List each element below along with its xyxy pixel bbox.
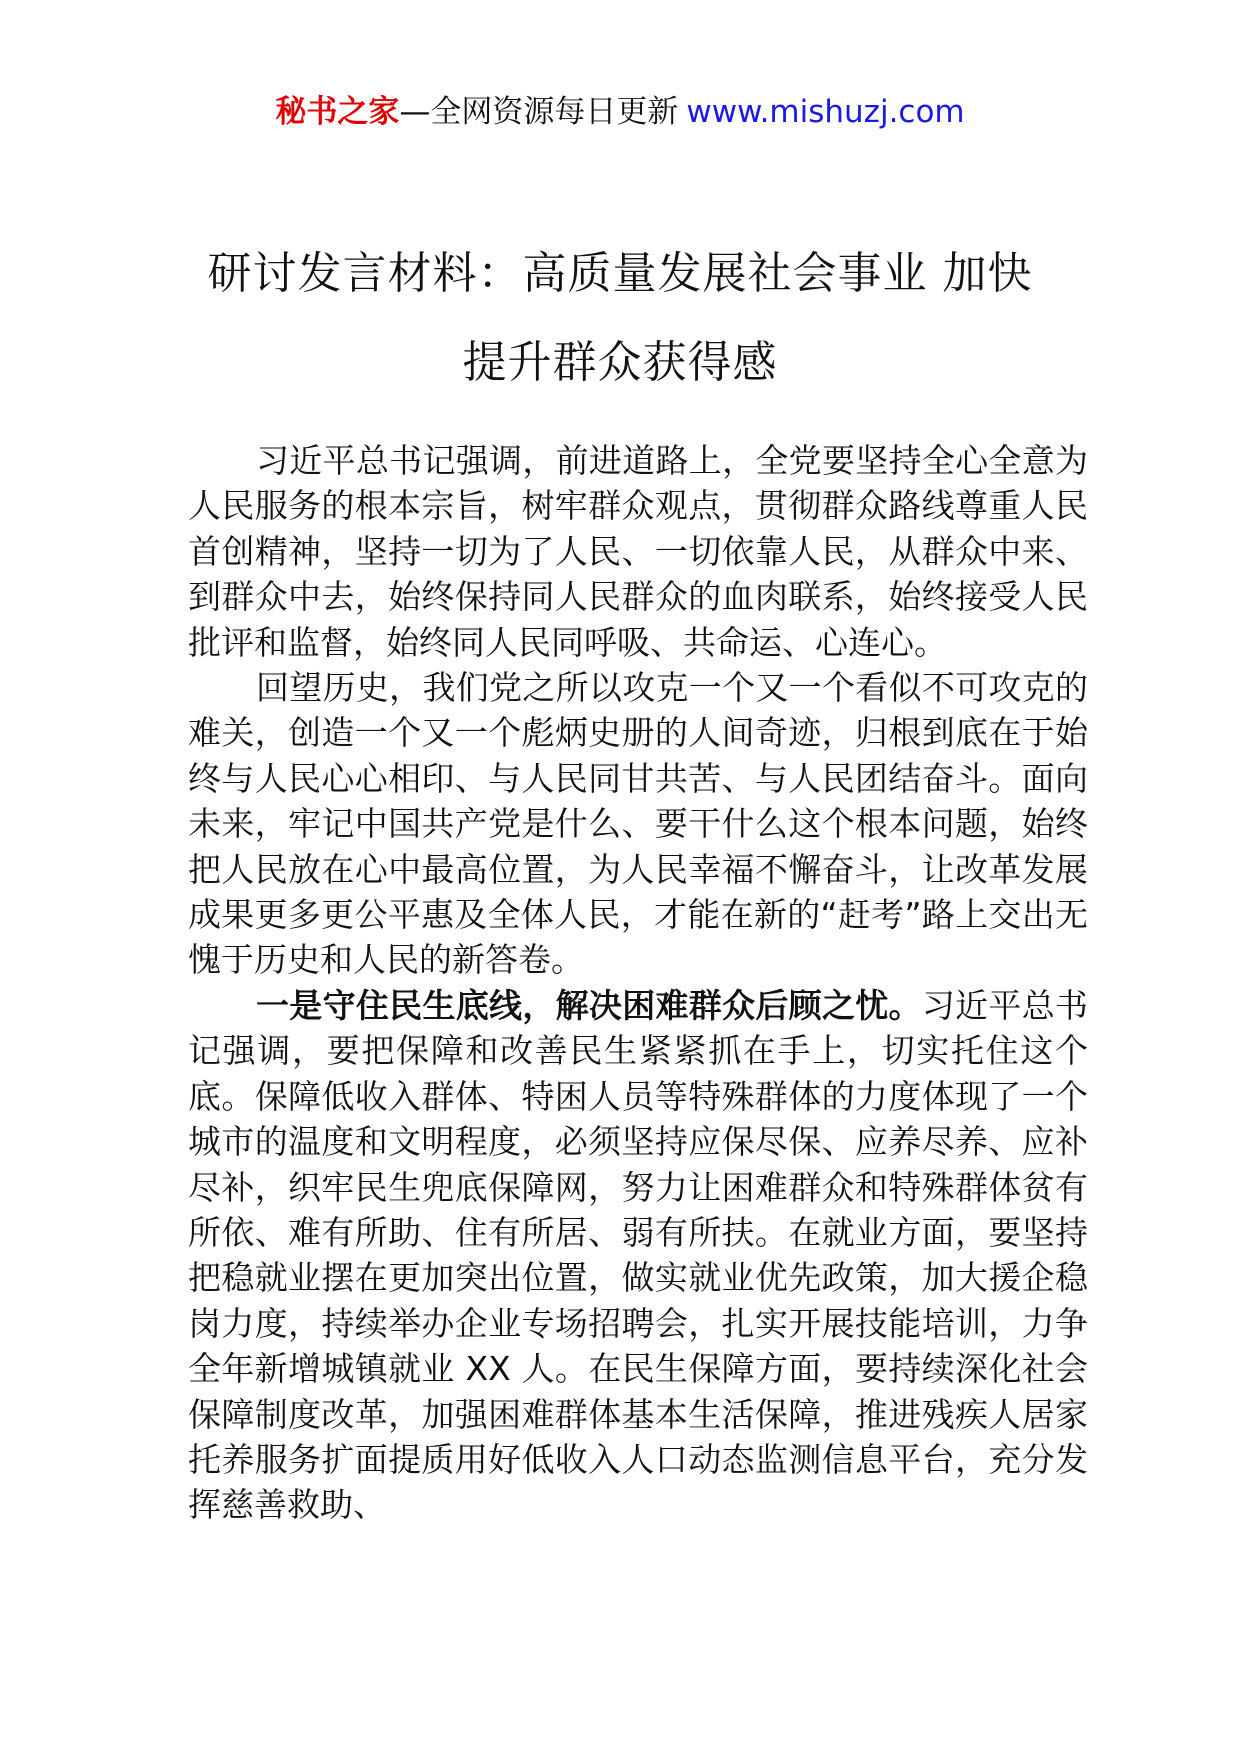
paragraph-1: [188, 438, 1088, 665]
title-line-2: 提升群众获得感: [462, 337, 778, 389]
site-header: [0, 92, 1240, 132]
document-title: [140, 229, 1100, 407]
site-brand: 秘书之家: [275, 94, 400, 130]
paragraph-2: [188, 665, 1088, 983]
document-body: [188, 438, 1088, 1528]
paragraph-text: 习近平总书记强调，要把保障和改善民生紧紧抓在手上，切实托住这个底。保障低收入群体、特困人员等特殊群体的力度体现了一个城市的温度和文明程度，必须坚持应保尽保、应养尽养、应补尽补，织牢民生兜底保障网，努力让困难群众和特殊群体贫有所依、难有所助、住有所居、弱有所扶。在就业方面，要坚持把稳就业摆在更加突出位置，做实就业优先政策，加大援企稳岗力度，持续举办企业专场招聘会，扎实开展技能培训，力争全年新增城镇就业 XX 人。在民生保障方面，要持续深化社会保障制度改革，加强困难群体基本生活保障，推进残疾人居家托养服务扩面提质用好低收入人口动态监测信息平台，充分发挥慈善救助、: [188, 985, 1089, 1525]
site-url-link[interactable]: www.mishuzj.com: [686, 94, 965, 130]
paragraph-text: 回望历史，我们党之所以攻克一个又一个看似不可攻克的难关，创造一个又一个彪炳史册的人间奇迹，归根到底在于始终与人民心心相印、与人民同甘共苦、与人民团结奋斗。面向未来，牢记中国共产党是什么、要干什么这个根本问题，始终把人民放在心中最高位置，为人民幸福不懈奋斗，让改革发展成果更多更公平惠及全体人民，才能在新的“赶考”路上交出无愧于历史和人民的新答卷。: [188, 668, 1088, 980]
paragraph-3: [188, 983, 1088, 1528]
site-tagline: —全网资源每日更新: [399, 94, 679, 130]
paragraph-text: 习近平总书记强调，前进道路上，全党要坚持全心全意为人民服务的根本宗旨，树牢群众观点，贯彻群众路线尊重人民首创精神，坚持一切为了人民、一切依靠人民，从群众中来、到群众中去，始终保持同人民群众的血肉联系，始终接受人民批评和监督，始终同人民同呼吸、共命运、心连心。: [188, 441, 1088, 662]
paragraph-lead: 一是守住民生底线，解决困难群众后顾之忧。: [256, 985, 922, 1025]
title-line-1: 研讨发言材料：高质量发展社会事业 加快: [207, 248, 1033, 300]
